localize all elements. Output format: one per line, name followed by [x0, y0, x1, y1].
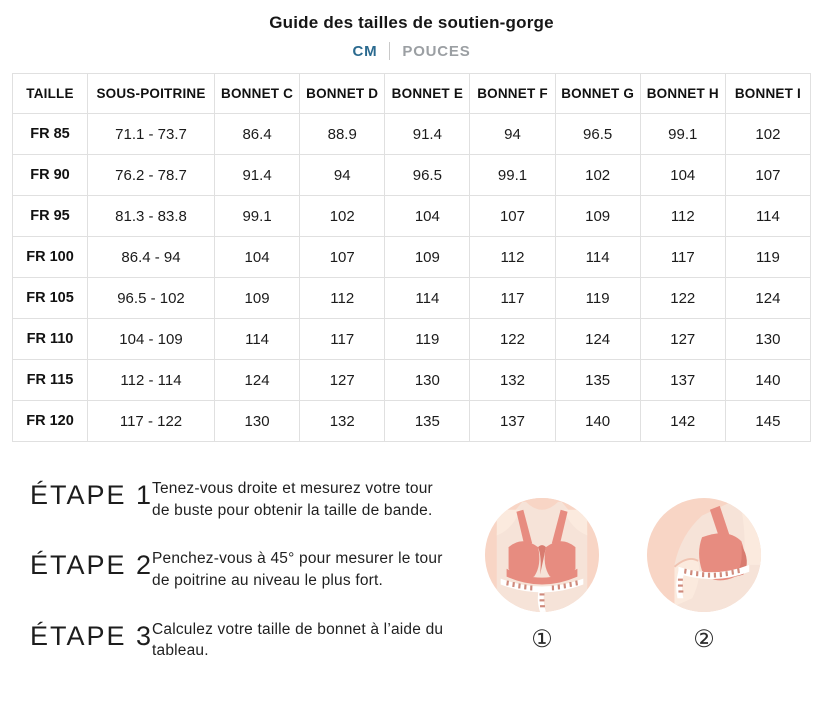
- table-cell: 124: [215, 360, 300, 401]
- table-cell: 112 - 114: [88, 360, 215, 401]
- table-cell: 135: [555, 360, 640, 401]
- step-3-text: Calculez votre taille de bonnet à l’aide du tableau.: [152, 620, 444, 660]
- table-cell: 119: [725, 237, 810, 278]
- table-cell: 109: [215, 278, 300, 319]
- size-table-head: [13, 74, 811, 114]
- table-cell: 122: [470, 319, 555, 360]
- table-cell: 107: [300, 237, 385, 278]
- table-cell: 91.4: [215, 155, 300, 196]
- column-header: TAILLE: [13, 74, 88, 114]
- row-size-label: FR 105: [13, 278, 88, 319]
- unit-tabs: [0, 42, 823, 60]
- table-cell: 96.5: [555, 114, 640, 155]
- table-cell: 94: [300, 155, 385, 196]
- row-size-label: FR 85: [13, 114, 88, 155]
- table-cell: 119: [555, 278, 640, 319]
- table-cell: 112: [470, 237, 555, 278]
- row-size-label: FR 115: [13, 360, 88, 401]
- row-size-label: FR 120: [13, 401, 88, 442]
- figure-bust-measure: [645, 496, 763, 652]
- table-cell: 99.1: [470, 155, 555, 196]
- table-row: [13, 237, 811, 278]
- table-cell: 117 - 122: [88, 401, 215, 442]
- table-cell: 137: [640, 360, 725, 401]
- table-cell: 140: [725, 360, 810, 401]
- step-item-2: [30, 548, 465, 591]
- table-cell: 102: [300, 196, 385, 237]
- measuring-steps-section: [0, 478, 823, 662]
- table-cell: 102: [555, 155, 640, 196]
- table-cell: 114: [385, 278, 470, 319]
- column-header: SOUS-POITRINE: [88, 74, 215, 114]
- step-item-1: [30, 478, 465, 521]
- table-cell: 71.1 - 73.7: [88, 114, 215, 155]
- table-cell: 117: [300, 319, 385, 360]
- table-cell: 137: [470, 401, 555, 442]
- table-row: [13, 401, 811, 442]
- table-cell: 81.3 - 83.8: [88, 196, 215, 237]
- table-cell: 145: [725, 401, 810, 442]
- figure-1-caption: ①: [531, 626, 553, 653]
- table-cell: 99.1: [640, 114, 725, 155]
- table-cell: 117: [640, 237, 725, 278]
- column-header: BONNET D: [300, 74, 385, 114]
- table-cell: 114: [725, 196, 810, 237]
- table-cell: 107: [470, 196, 555, 237]
- row-size-label: FR 95: [13, 196, 88, 237]
- table-cell: 96.5 - 102: [88, 278, 215, 319]
- step-1-label: ÉTAPE 1: [30, 480, 154, 510]
- table-cell: 114: [215, 319, 300, 360]
- table-cell: 109: [385, 237, 470, 278]
- row-size-label: FR 110: [13, 319, 88, 360]
- table-cell: 76.2 - 78.7: [88, 155, 215, 196]
- table-cell: 127: [640, 319, 725, 360]
- table-row: [13, 114, 811, 155]
- page-title: Guide des tailles de soutien-gorge: [269, 13, 554, 32]
- table-cell: 140: [555, 401, 640, 442]
- table-cell: 130: [725, 319, 810, 360]
- table-cell: 130: [385, 360, 470, 401]
- table-cell: 104: [215, 237, 300, 278]
- illustrations: [483, 496, 763, 652]
- table-cell: 132: [300, 401, 385, 442]
- table-cell: 91.4: [385, 114, 470, 155]
- table-cell: 142: [640, 401, 725, 442]
- table-row: [13, 196, 811, 237]
- row-size-label: FR 100: [13, 237, 88, 278]
- table-cell: 124: [555, 319, 640, 360]
- table-cell: 88.9: [300, 114, 385, 155]
- table-row: [13, 360, 811, 401]
- tab-separator: [389, 42, 390, 60]
- table-cell: 122: [640, 278, 725, 319]
- table-cell: 86.4 - 94: [88, 237, 215, 278]
- table-cell: 117: [470, 278, 555, 319]
- step-item-3: [30, 619, 465, 662]
- table-cell: 104: [640, 155, 725, 196]
- table-cell: 127: [300, 360, 385, 401]
- table-cell: 99.1: [215, 196, 300, 237]
- tab-pouces[interactable]: POUCES: [402, 42, 471, 60]
- table-cell: 124: [725, 278, 810, 319]
- column-header: BONNET E: [385, 74, 470, 114]
- bust-measure-illustration-icon: [645, 496, 763, 614]
- figure-band-measure: [483, 496, 601, 652]
- column-header: BONNET I: [725, 74, 810, 114]
- table-cell: 109: [555, 196, 640, 237]
- steps-list: [30, 478, 465, 662]
- header-row: [13, 74, 811, 114]
- band-measure-illustration-icon: [483, 496, 601, 614]
- table-cell: 86.4: [215, 114, 300, 155]
- column-header: BONNET G: [555, 74, 640, 114]
- column-header: BONNET F: [470, 74, 555, 114]
- tab-cm[interactable]: CM: [352, 42, 378, 60]
- step-2-text: Penchez-vous à 45° pour mesurer le tour de poitrine au niveau le plus fort.: [152, 550, 443, 590]
- table-cell: 94: [470, 114, 555, 155]
- size-table-body: [13, 114, 811, 442]
- size-table: [12, 73, 811, 442]
- table-row: [13, 319, 811, 360]
- table-cell: 112: [640, 196, 725, 237]
- table-row: [13, 278, 811, 319]
- step-2-label: ÉTAPE 2: [30, 550, 154, 581]
- step-3-label: ÉTAPE 3: [30, 620, 154, 651]
- step-1-text: Tenez-vous droite et mesurez votre tour de buste pour obtenir la taille de bande.: [152, 480, 433, 519]
- table-row: [13, 155, 811, 196]
- table-cell: 132: [470, 360, 555, 401]
- column-header: BONNET C: [215, 74, 300, 114]
- table-cell: 104 - 109: [88, 319, 215, 360]
- table-cell: 114: [555, 237, 640, 278]
- table-cell: 135: [385, 401, 470, 442]
- table-cell: 96.5: [385, 155, 470, 196]
- row-size-label: FR 90: [13, 155, 88, 196]
- table-cell: 119: [385, 319, 470, 360]
- table-cell: 112: [300, 278, 385, 319]
- table-cell: 102: [725, 114, 810, 155]
- table-cell: 107: [725, 155, 810, 196]
- column-header: BONNET H: [640, 74, 725, 114]
- table-cell: 104: [385, 196, 470, 237]
- figure-2-caption: ②: [693, 626, 715, 653]
- table-cell: 130: [215, 401, 300, 442]
